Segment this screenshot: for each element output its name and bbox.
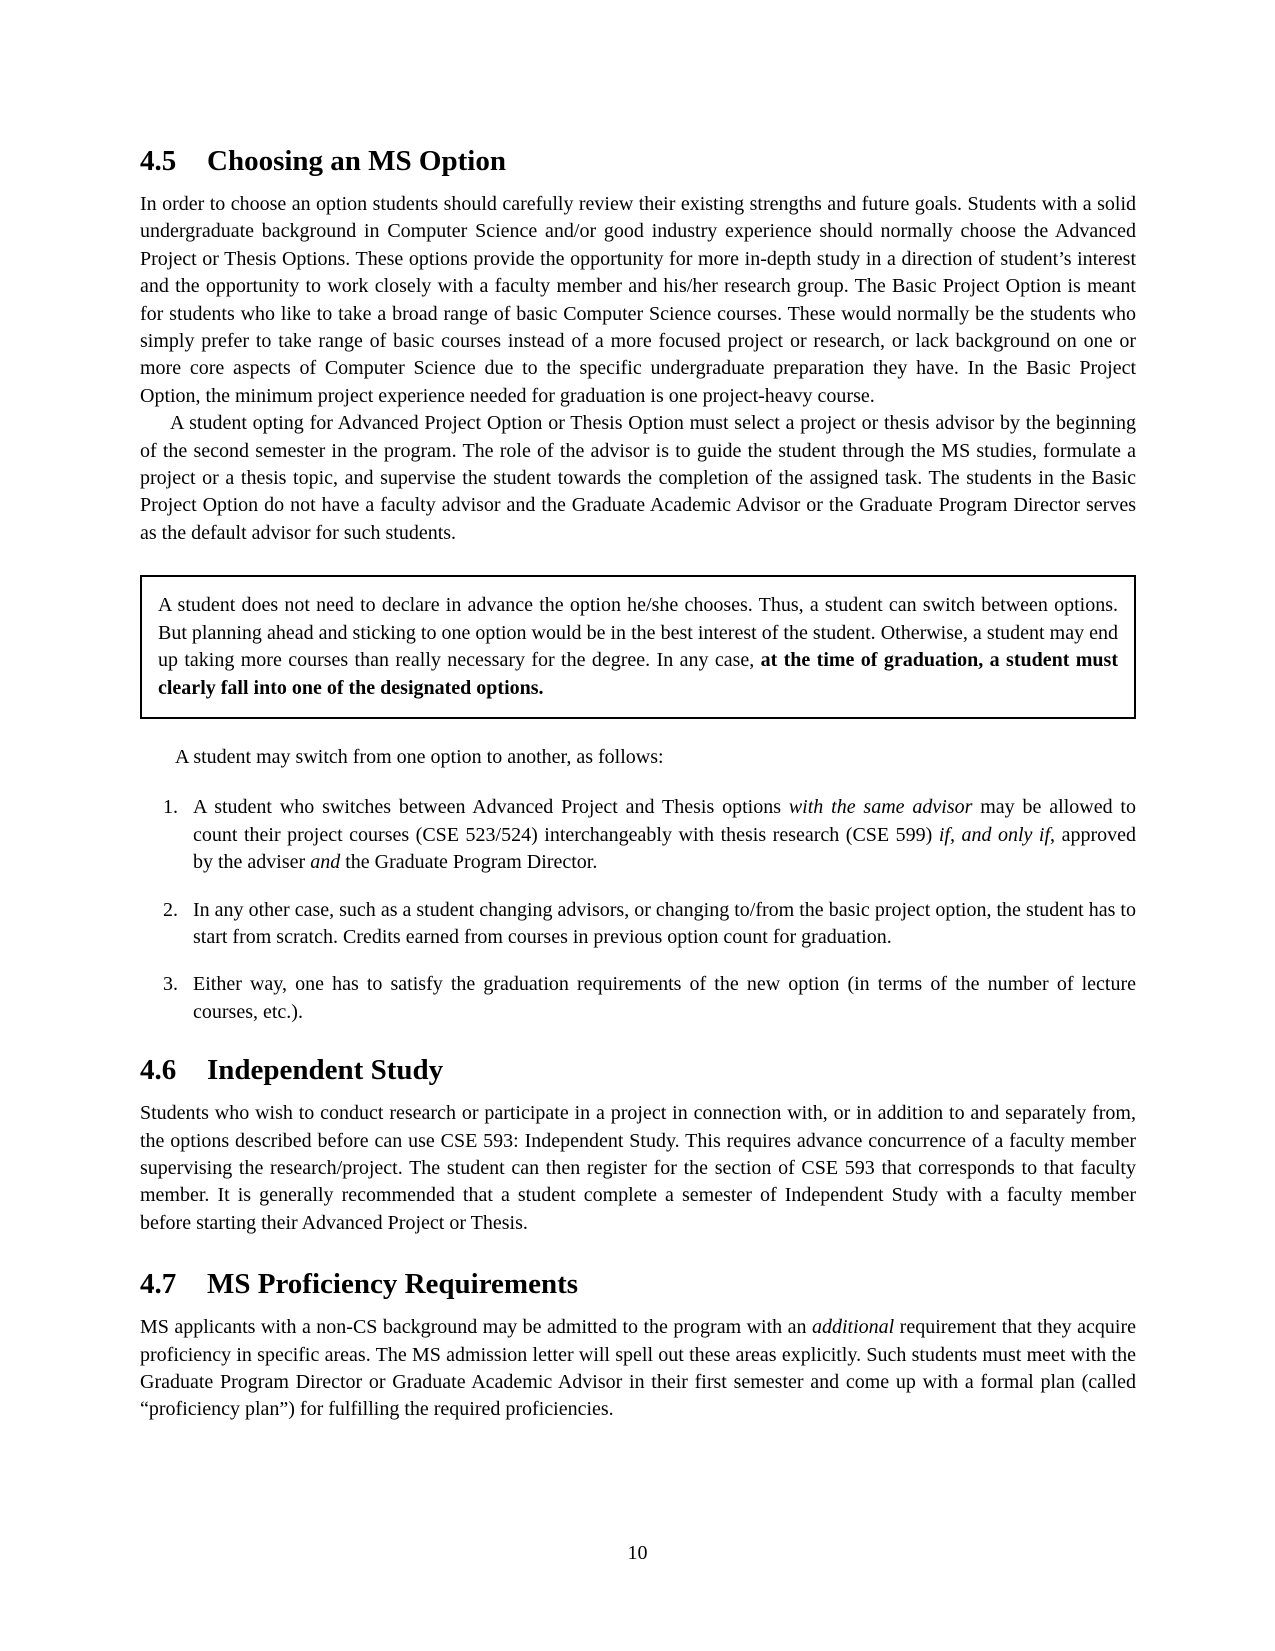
section-title-4-5: Choosing an MS Option xyxy=(207,145,506,177)
list-item-2 xyxy=(140,897,1136,952)
list-item-3 xyxy=(140,971,1136,1026)
paragraph-proficiency-requirements: MS applicants with a non-CS background may be admitted to the program with an additional requirement that they acquire proficiency in specific areas. The MS admission letter will spell out these areas explicitly. Such students must meet with the Graduate Program Director or Graduate Academic Advisor in their first semester and come up with a formal plan (called “proficiency plan”) for fulfilling the required proficiencies. xyxy=(140,1316,1136,1421)
list-item-2-text: In any other case, such as a student changing advisors, or changing to/from the basic project option, the student has to start from scratch. Credits earned from courses in previous option count for graduation. xyxy=(193,898,1136,948)
section-heading-4-7 xyxy=(140,1269,1136,1299)
section-heading-4-5 xyxy=(140,146,1136,176)
paragraph-choosing-options: In order to choose an option students should carefully review their existing strengths and future goals. Students with a solid undergraduate background in Computer Science and/or good industry experience should normally choose the Advanced Project or Thesis Options. These options provide the opportunity for more in-depth study in a direction of student’s interest and the opportunity to work closely with a faculty member and his/her research group. The Basic Project Option is meant for students who like to take a broad range of basic Computer Science courses. These would normally be the students who simply prefer to take range of basic courses instead of a more focused project or research, or lack background on one or more core aspects of Computer Science due to the specific undergraduate preparation they have. In the Basic Project Option, the minimum project experience needed for graduation is one project-heavy course. xyxy=(140,193,1136,407)
switch-options-intro: A student may switch from one option to another, as follows: xyxy=(175,745,664,768)
list-item-3-text: Either way, one has to satisfy the graduation requirements of the new option (in terms of the number of lecture courses, etc.). xyxy=(193,973,1136,1023)
page-content xyxy=(140,0,1136,1424)
section-heading-4-6 xyxy=(140,1055,1136,1085)
section-number-4-6: 4.6 xyxy=(140,1054,177,1087)
list-item-1-number: 1. xyxy=(163,796,178,819)
section-title-4-7: MS Proficiency Requirements xyxy=(207,1268,579,1301)
list-item-1-text: A student who switches between Advanced Project and Thesis options with the same advisor may be allowed to count their project courses (CSE 523/524) interchangeably with thesis research (CSE 599) if, and only if, approved by the adviser and the Graduate Program Director. xyxy=(193,796,1136,874)
page-number: 10 xyxy=(627,1542,648,1564)
list-item-2-number: 2. xyxy=(163,898,178,921)
note-box-text: A student does not need to declare in advance the option he/she chooses. Thus, a student can switch between options. But planning ahead and sticking to one option would be in the best interest of the student. Otherwise, a student may end up taking more courses than really necessary for the degree. In any case, at the time of graduation, a student must clearly fall into one of the designated options. xyxy=(158,594,1118,699)
switch-rules-list xyxy=(140,794,1136,1026)
paragraph-independent-study: Students who wish to conduct research or participate in a project in connection with, or in addition to and separately from, the options described before can use CSE 593: Independent Study. This requires advance concurrence of a faculty member supervising the research/project. The student can then register for the section of CSE 593 that corresponds to that faculty member. It is generally recommended that a student complete a semester of Independent Study with a faculty member before starting their Advanced Project or Thesis. xyxy=(140,1102,1136,1234)
section-number-4-5: 4.5 xyxy=(140,145,177,177)
note-box xyxy=(140,575,1136,719)
list-item-3-number: 3. xyxy=(163,973,178,996)
section-title-4-6: Independent Study xyxy=(207,1054,444,1087)
paragraph-advisor-selection: A student opting for Advanced Project Option or Thesis Option must select a project or thesis advisor by the beginning of the second semester in the program. The role of the advisor is to guide the student through the MS studies, formulate a project or a thesis topic, and supervise the student towards the completion of the assigned task. The students in the Basic Project Option do not have a faculty advisor and the Graduate Academic Advisor or the Graduate Program Director serves as the default advisor for such students. xyxy=(140,412,1136,544)
list-item-1 xyxy=(140,794,1136,876)
section-number-4-7: 4.7 xyxy=(140,1268,177,1301)
